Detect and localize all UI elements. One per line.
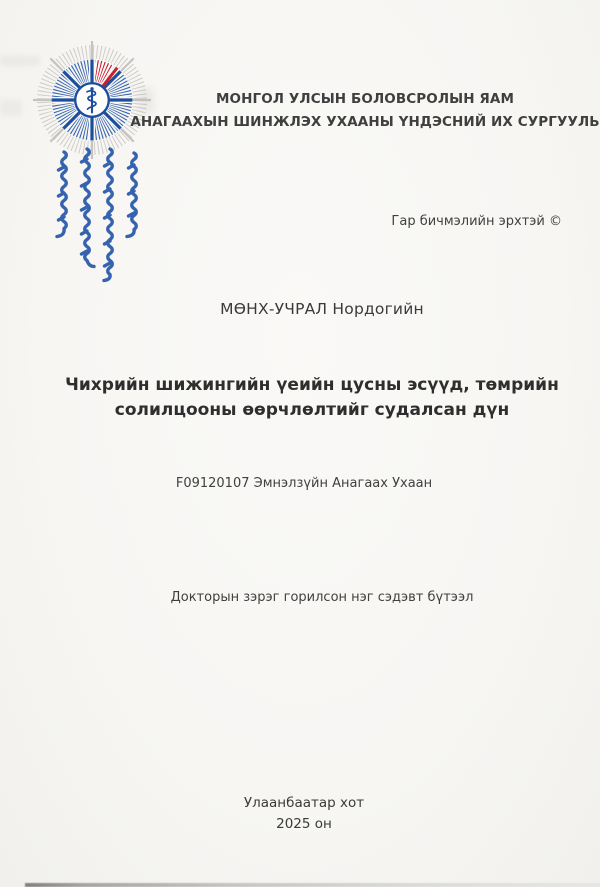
city: Улаанбаатар хот: [243, 795, 365, 811]
program-code: F09120107 Эмнэлзүйн Анагаах Ухаан: [175, 476, 433, 491]
scan-artifact: [0, 100, 22, 116]
dissertation-title: [22, 373, 600, 422]
title-line-2: солилцооны өөрчлөлтийг судалсан дүн: [114, 399, 510, 420]
year: 2025 он: [276, 816, 332, 832]
university-name: АНАГААХЫН ШИНЖЛЭХ УХААНЫ ҮНДЭСНИЙ ИХ СУРГУУЛЬ: [130, 114, 600, 130]
scan-artifact: [0, 56, 40, 66]
copyright-note: Гар бичмэлийн эрхтэй ©: [391, 214, 562, 229]
footer-imprint: [14, 793, 594, 835]
author-name: МӨНХ-УЧРАЛ Нордогийн: [220, 300, 424, 318]
header-institution: [130, 88, 600, 134]
scan-edge-shadow: [25, 883, 600, 887]
scan-artifact: [138, 88, 154, 114]
ministry-name: МОНГОЛ УЛСЫН БОЛОВСРОЛЫН ЯАМ: [215, 91, 514, 107]
degree-note: Докторын зэрэг горилсон нэг сэдэвт бүтээл: [170, 590, 474, 605]
title-line-1: Чихрийн шижингийн үеийн цусны эсүүд, төмрийн: [65, 375, 559, 395]
